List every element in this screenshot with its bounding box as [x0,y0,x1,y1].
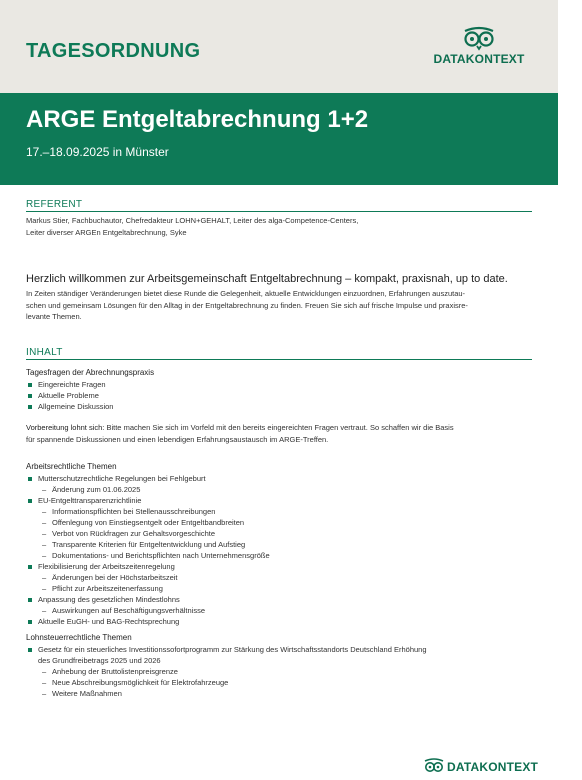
welcome-lead: Herzlich willkommen zur Arbeitsgemeinschaft Entgeltabrechnung – kompakt, praxisnah, up to date. [26,273,508,285]
list-item: Eingereichte Fragen [38,379,532,390]
preparation-text-2: für spannende Diskussionen und einen lebendigen Erfahrungsaustausch im ARGE-Treffen. [26,434,329,444]
list-item: Flexibilisierung der Arbeitszeitenregelung – Änderungen bei der Höchstarbeitszeit – Pflicht zur Arbeitszeitenerfassung [38,561,532,594]
sub-list-item: – Pflicht zur Arbeitszeitenerfassung [52,583,532,594]
sub-list-item: – Neue Abschreibungsmöglichkeit für Elektrofahrzeuge [52,677,532,688]
list-item: EU-Entgelttransparenzrichtlinie – Informationspflichten bei Stellenausschreibungen – Offenlegung von Einstiegsentgelt oder Entgeltbandbreiten – Verbot von Rückfragen zur Gehaltsvorgeschichte – Transparente Kriterien für Entgeltentwicklung und Aufstieg – Dokumentations- und Berichtspflichten nach Unternehmensgröße [38,495,532,561]
referent-heading: REFERENT [26,199,532,212]
owl-logo-icon [423,757,445,775]
list-item: Gesetz für ein steuerliches Investitionssofortprogramm zur Stärkung des Wirtschaftsstandorts Deutschland Erhöhung des Grundfreibetrags 2025 und 2026 – Anhebung der Bruttolistenpreisgrenze – Neue Abschreibungsmöglichkeit für Elektrofahrzeuge – Weitere Maßnahmen [38,644,532,699]
event-title: ARGE Entgeltabrechnung 1+2 [26,106,369,133]
referent-line: Leiter diverser ARGEn Entgeltabrechnung, Syke [26,227,187,237]
main-content [26,199,532,699]
title-band [0,93,558,185]
sub-list-item: – Änderungen bei der Höchstarbeitszeit [52,572,532,583]
inhalt-heading: INHALT [26,347,532,360]
lohnsteuer-list [26,644,532,699]
sub-list-item: – Verbot von Rückfragen zur Gehaltsvorgeschichte [52,528,532,539]
sub-list-item: – Anhebung der Bruttolistenpreisgrenze [52,666,532,677]
footer-logo[interactable] [423,756,558,776]
referent-line: Markus Stier, Fachbuchautor, Chefredakteur LOHN+GEHALT, Leiter des alga-Competence-Centers, [26,216,359,225]
preparation-note [26,422,532,446]
arbeitsrecht-title: Arbeitsrechtliche Themen [26,461,117,471]
intro-line: levante Themen. [26,312,82,321]
footer-logo-text: DATAKONTEXT [447,760,539,774]
sub-list-item: – Dokumentations- und Berichtspflichten nach Unternehmensgröße [52,550,532,561]
welcome-intro [26,288,532,323]
sub-list-item: – Änderung zum 01.06.2025 [52,484,532,495]
list-item: Anpassung des gesetzlichen Mindestlohns – Auswirkungen auf Beschäftigungsverhältnisse [38,594,532,616]
agenda-label: TAGESORDNUNG [26,40,201,62]
lohnsteuer-title: Lohnsteuerrechtliche Themen [26,632,132,642]
intro-line: schen und gemeinsam Lösungen für den Alltag in der Entgeltabrechnung zu finden. Freuen Sie sich auf frische Impulse und praxisre- [26,300,468,310]
sub-list-item: – Informationspflichten bei Stellenausschreibungen [52,506,532,517]
sub-list-item: – Weitere Maßnahmen [52,688,532,699]
arbeitsrecht-list [26,473,532,627]
referent-text [26,215,532,238]
list-item: Mutterschutzrechtliche Regelungen bei Fehlgeburt – Änderung zum 01.06.2025 [38,473,532,495]
list-item: Allgemeine Diskussion [38,401,532,412]
sub-list-item: – Transparente Kriterien für Entgeltentwicklung und Aufstieg [52,539,532,550]
owl-logo-icon [461,25,497,51]
header-bar [0,0,558,93]
sub-list-item: – Offenlegung von Einstiegsentgelt oder Entgeltbandbreiten [52,517,532,528]
logo-text: DATAKONTEXT [433,52,525,66]
tagesfragen-title: Tagesfragen der Abrechnungspraxis [26,367,155,377]
tagesfragen-list [26,379,532,412]
preparation-text: Bitte machen Sie sich im Vorfeld mit den bereits eingereichten Fragen vertraut. So schaffen wir die Basis [104,422,454,432]
preparation-bold: Vorbereitung lohnt sich: [26,422,105,432]
list-item: Aktuelle EuGH- und BAG-Rechtsprechung [38,616,532,627]
event-date-location: 17.–18.09.2025 in Münster [26,145,169,159]
sub-list-item: – Auswirkungen auf Beschäftigungsverhältnisse [52,605,532,616]
intro-line: In Zeiten ständiger Veränderungen bietet diese Runde die Gelegenheit, aktuelle Entwicklungen einzuordnen, Erfahrungen auszutau- [26,289,466,298]
list-item: Aktuelle Probleme [38,390,532,401]
datakontext-logo[interactable] [419,25,539,67]
